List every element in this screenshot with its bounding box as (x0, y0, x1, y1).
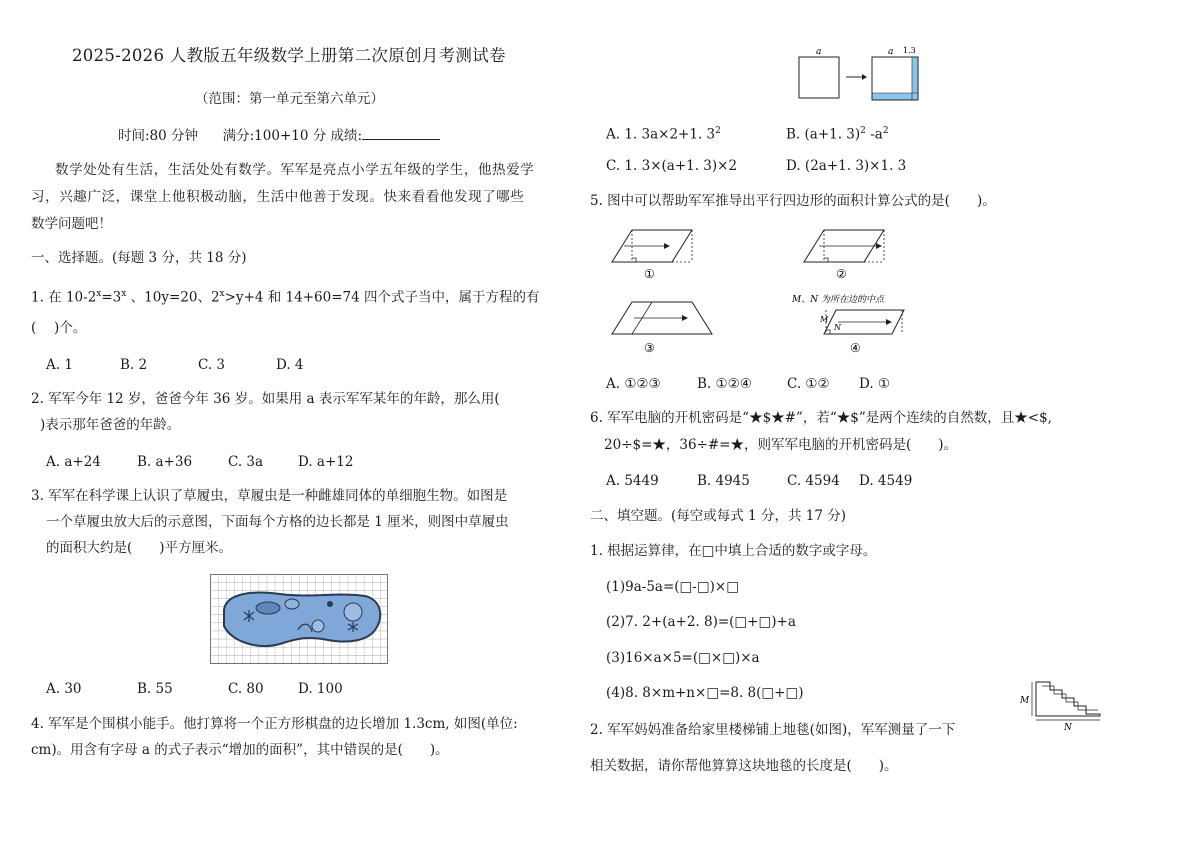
q4-line1: 4. 军军是个围棋小能手。他打算将一个正方形棋盘的边长增加 1.3cm, 如图(单位: (31, 716, 518, 732)
q4-option-b-sup1: 2 (860, 126, 866, 136)
q1-option-c: C. 3 (198, 357, 226, 373)
q3-line2: 一个草履虫放大后的示意图，下面每个方格的边长都是 1 厘米，则图中草履虫 (46, 514, 509, 530)
parallelogram-figure-3 (612, 302, 712, 355)
result-blank (362, 126, 440, 140)
exam-score: 满分:100+10 分 (222, 128, 327, 144)
fig-label-13: 1.3 (903, 46, 916, 55)
q3-option-b: B. 55 (137, 681, 173, 697)
stairs-label-m: M (1020, 696, 1030, 706)
intro-line-3: 数学问题吧！ (31, 216, 112, 232)
q2-option-a: A. a+24 (46, 454, 101, 470)
fig-label-a: a (816, 47, 822, 57)
stairs-figure (1018, 676, 1108, 732)
exam-time: 时间:80 分钟 (118, 128, 199, 144)
q4-line2: cm)。用含有字母 a 的式子表示“增加的面积”，其中错误的是( )。 (31, 742, 449, 758)
q4-option-d: D. (2a+1. 3)×1. 3 (786, 158, 907, 174)
s2-q1-line1: 1. 根据运算律，在□中填上合适的数字或字母。 (590, 543, 877, 559)
fig-note: M、N 为所在边的中点 (792, 295, 884, 305)
fig-label-1: ① (644, 267, 655, 281)
s2-q1-item-2: (2)7. 2+(a+2. 8)=(□+□)+a (606, 614, 796, 630)
q2-line2: )表示那年爸爸的年龄。 (40, 417, 181, 433)
stairs-label-n: N (1064, 723, 1072, 732)
q6-line1: 6. 军军电脑的开机密码是“★$★#”，若“★$”是两个连续的自然数，且★<$, (590, 410, 1052, 426)
fig-label-2: ② (836, 267, 847, 281)
q1-option-a: A. 1 (46, 357, 73, 373)
q6-option-b: B. 4945 (697, 473, 750, 489)
exam-range: （范围：第一单元至第六单元） (195, 91, 384, 107)
q3-line3: 的面积大约是( )平方厘米。 (46, 540, 233, 556)
q5-option-a: A. ①②③ (606, 376, 661, 392)
parallelogram-figures (604, 222, 934, 358)
q3-line1: 3. 军军在科学课上认识了草履虫，草履虫是一种雌雄同体的单细胞生物。如图是 (31, 488, 508, 504)
intro-line-2: 习，兴趣广泛，课堂上他积极动脑，生活中他善于发现。快来看看他发现了哪些 (31, 189, 525, 205)
q6-line2: 20÷$=★，36÷#=★，则军军电脑的开机密码是( )。 (604, 437, 958, 453)
q1-line1 (31, 285, 540, 307)
q4-option-a-sup: 2 (715, 126, 721, 136)
q1-text-d: >y+4 和 14+60=74 四个式子当中，属于方程的有 (224, 289, 540, 306)
q5-option-c: C. ①② (787, 376, 830, 392)
q4-option-b-text: B. (a+1. 3) (786, 126, 861, 143)
fig-label-m: M (820, 315, 829, 324)
q1-line2: ( )个。 (31, 320, 87, 336)
parallelogram-figure-4 (791, 294, 904, 355)
q1-sup-3: x (219, 289, 225, 299)
parallelogram-figure-2 (804, 230, 884, 281)
q1-text-c: 、10y=20、2 (126, 289, 220, 306)
s2-q2-line1: 2. 军军妈妈准备给家里楼梯铺上地毯(如图)，军军测量了一下 (590, 722, 956, 738)
fig-label-3: ③ (644, 341, 655, 355)
q6-option-c: C. 4594 (787, 473, 840, 489)
q1-option-d: D. 4 (276, 357, 304, 373)
fig-label-n: N (834, 323, 841, 332)
q2-option-b: B. a+36 (137, 454, 193, 470)
exam-info (118, 126, 440, 145)
q4-option-b-sup2: 2 (882, 126, 889, 136)
q1-text-a: 1. 在 10-2 (31, 289, 97, 306)
section1-title: 一、选择题。(每题 3 分，共 18 分) (31, 250, 247, 266)
s2-q2-line2: 相关数据，请你帮他算算这块地毯的长度是( )。 (590, 758, 898, 774)
q6-option-d: D. 4549 (859, 473, 913, 489)
q5-line1: 5. 图中可以帮助军军推导出平行四边形的面积计算公式的是( )。 (590, 193, 996, 209)
q1-sup-1: x (96, 289, 102, 299)
square-expand-figure (790, 42, 930, 104)
q5-option-b: B. ①②④ (697, 376, 752, 392)
fig-label-a2: a (888, 47, 894, 57)
q4-option-a-text: A. 1. 3a×2+1. 3 (606, 126, 716, 143)
parallelogram-figure-1 (612, 230, 692, 281)
intro-line-1: 数学处处有生活，生活处处有数学。军军是亮点小学五年级的学生，他热爱学 (55, 162, 535, 178)
fig-label-4: ④ (850, 341, 861, 355)
q5-option-d: D. ① (859, 376, 891, 392)
s2-q1-item-1: (1)9a-5a=(□-□)×□ (606, 579, 739, 595)
q4-option-b-mid: -a (865, 126, 883, 143)
q6-option-a: A. 5449 (606, 473, 659, 489)
q2-option-c: C. 3a (228, 454, 264, 470)
q3-option-c: C. 80 (228, 681, 264, 697)
page-title: 2025-2026 人教版五年级数学上册第二次原创月考测试卷 (72, 46, 506, 65)
q4-option-b (786, 122, 889, 144)
q1-option-b: B. 2 (120, 357, 148, 373)
paramecium-grid-figure (210, 574, 388, 664)
q2-option-d: D. a+12 (298, 454, 354, 470)
result-label: 成绩: (330, 128, 363, 144)
section2-title: 二、填空题。(每空或每式 1 分，共 17 分) (590, 508, 846, 524)
q3-option-d: D. 100 (298, 681, 343, 697)
q4-option-c: C. 1. 3×(a+1. 3)×2 (606, 158, 738, 174)
q1-sup-2: x (121, 289, 127, 299)
s2-q1-item-4: (4)8. 8×m+n×□=8. 8(□+□) (606, 685, 804, 701)
q4-option-a (606, 122, 721, 144)
q1-text-b: =3 (101, 289, 122, 306)
s2-q1-item-3: (3)16×a×5=(□×□)×a (606, 650, 760, 666)
q2-line1: 2. 军军今年 12 岁，爸爸今年 36 岁。如果用 a 表示军军某年的年龄，那么用( (31, 391, 500, 407)
q3-option-a: A. 30 (46, 681, 82, 697)
